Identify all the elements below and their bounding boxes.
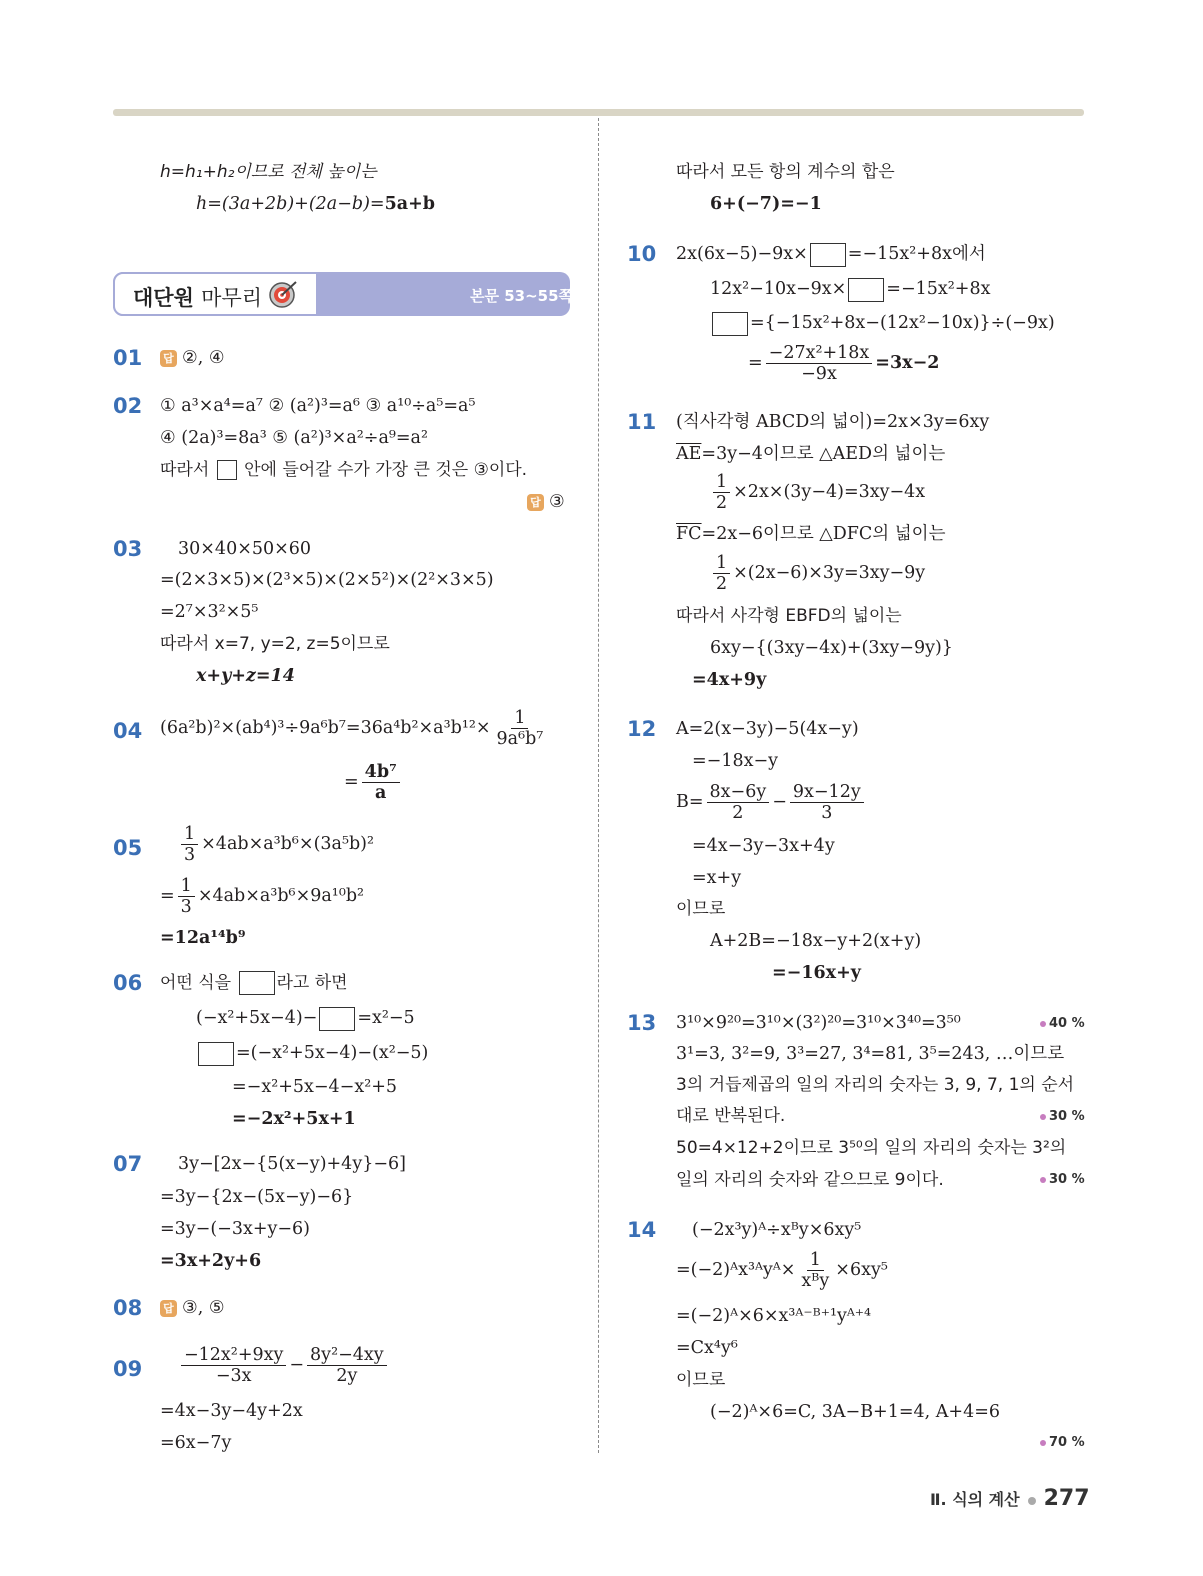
problem-number: 02 xyxy=(113,394,143,418)
solution-line: 일의 자리의 숫자와 같으므로 9이다. xyxy=(676,1170,944,1190)
score-percent: 30 % xyxy=(1040,1172,1085,1187)
solution-line: =3y−(−3x+y−6) xyxy=(160,1219,311,1239)
solution-line: =3x+2y+6 xyxy=(160,1251,262,1271)
solution-line: 12x²−10x−9x× =−15x²+8x xyxy=(710,277,990,302)
problem-number: 08 xyxy=(113,1296,143,1320)
blank-box xyxy=(712,312,748,336)
problem-number: 07 xyxy=(113,1152,143,1176)
solution-line: =(−2)ᴬ×6×x³ᴬ⁻ᴮ⁺¹yᴬ⁺⁴ xyxy=(676,1306,872,1326)
problem-number: 03 xyxy=(113,537,143,561)
answer-badge: 답 xyxy=(527,494,544,511)
fraction: $\frac{1}{2}$ xyxy=(713,553,730,594)
blank-box xyxy=(217,460,237,480)
fraction: $\frac{1}{\text{9a⁶b⁷}}$ xyxy=(496,708,544,749)
solution-line: =−18x−y xyxy=(692,751,779,771)
solution-line: =−x²+5x−4−x²+5 xyxy=(232,1077,398,1097)
solution-line: $\frac{\text{−12x²+9xy}}{-3x}$ − $\frac{\text{8y²−4xy}}{2y}$ xyxy=(178,1345,390,1386)
solution-line: =−16x+y xyxy=(772,963,861,983)
solution-line: =−2x²+5x+1 xyxy=(232,1109,356,1129)
solution-line: 3y−[2x−{5(x−y)+4y}−6] xyxy=(178,1154,406,1174)
fraction: $\frac{1}{\text{xᴮy}}$ xyxy=(801,1250,830,1291)
solution-line: 대로 반복된다. xyxy=(676,1106,786,1126)
solution-line: 2x(6x−5)−9x× =−15x²+8x에서 xyxy=(676,242,986,267)
problem-number: 11 xyxy=(627,410,657,434)
problem-number: 06 xyxy=(113,971,143,995)
solution-line: $\frac{1}{2}$ ×(2x−6)×3y=3xy−9y xyxy=(710,553,925,594)
problem-number: 05 xyxy=(113,836,143,860)
solution-line: (−2x³y)ᴬ÷xᴮy×6xy⁵ xyxy=(692,1220,862,1240)
solution-line: (6a²b)²×(ab⁴)³÷9a⁶b⁷=36a⁴b²×a³b¹²× $\frac{1}{\text{9a⁶b⁷}}$ xyxy=(160,708,549,749)
answer-line: 답 ③ xyxy=(527,490,565,514)
solution-line: 3의 거듭제곱의 일의 자리의 숫자는 3, 9, 7, 1의 순서 xyxy=(676,1075,1075,1095)
score-percent: 70 % xyxy=(1040,1435,1085,1450)
solution-line: 6+(−7)=−1 xyxy=(710,194,822,214)
target-icon xyxy=(268,279,298,309)
solution-line: 따라서 x=7, y=2, z=5이므로 xyxy=(160,634,390,654)
solution-line: 따라서 모든 항의 계수의 합은 xyxy=(676,162,895,182)
top-rule xyxy=(113,109,1084,116)
answer-badge: 답 xyxy=(160,350,177,367)
section-pages: 본문 53~55쪽 xyxy=(470,287,574,305)
section-title: 대단원 마무리 xyxy=(133,286,263,310)
solution-line: =(2×3×5)×(2³×5)×(2×5²)×(2²×3×5) xyxy=(160,570,494,590)
answer-line: 답 ②, ④ xyxy=(160,346,225,370)
answer-line: 답 ③, ⑤ xyxy=(160,1296,225,1320)
fraction: $\frac{\text{−27x²+18x}}{-9x}$ xyxy=(766,343,873,384)
solution-line: =4x+9y xyxy=(692,670,767,690)
fraction: $\frac{1}{3}$ xyxy=(178,876,195,917)
fraction: $\frac{\text{−12x²+9xy}}{-3x}$ xyxy=(181,1345,286,1386)
solution-line: = $\frac{\text{−27x²+18x}}{-9x}$ =3x−2 xyxy=(748,343,940,384)
problem-number: 09 xyxy=(113,1357,143,1381)
problem-number: 12 xyxy=(627,717,657,741)
solution-line: 따라서 안에 들어갈 수가 가장 큰 것은 ③이다. xyxy=(160,460,528,480)
solution-line: B= $\frac{8x-6y}{2}$ − $\frac{9x-12y}{3}$ xyxy=(676,782,867,823)
solution-line: 이므로 xyxy=(676,1370,726,1390)
solution-line: (−2)ᴬ×6=C, 3A−B+1=4, A+4=6 xyxy=(710,1402,1001,1422)
solution-line: =(−x²+5x−4)−(x²−5) xyxy=(196,1041,428,1066)
solution-line: A=2(x−3y)−5(4x−y) xyxy=(676,719,859,739)
blank-box xyxy=(848,278,884,302)
column-divider xyxy=(598,118,599,1453)
solution-line: $\overline{AE}=3y-4$이므로 △AED의 넓이는 xyxy=(676,444,946,464)
solution-line: $\overline{FC}=2x-6$이므로 △DFC의 넓이는 xyxy=(676,524,946,544)
solution-line: (직사각형 ABCD의 넓이)=2x×3y=6xy xyxy=(676,412,990,432)
blank-box xyxy=(239,971,275,995)
fraction: $\frac{1}{3}$ xyxy=(181,824,198,865)
intro-line-1: h=h₁+h₂이므로 전체 높이는 xyxy=(160,162,377,182)
solution-line: =4x−3y−3x+4y xyxy=(692,836,835,856)
solution-line: $\frac{1}{2}$ ×2x×(3y−4)=3xy−4x xyxy=(710,472,925,513)
solution-line: (−x²+5x−4)− =x²−5 xyxy=(196,1006,415,1031)
solution-line: ④ (2a)³=8a³ ⑤ (a²)³×a²÷a⁹=a² xyxy=(160,428,429,448)
score-percent: 40 % xyxy=(1040,1016,1085,1031)
solution-line: =4x−3y−4y+2x xyxy=(160,1401,303,1421)
solution-line: =x+y xyxy=(692,868,742,888)
solution-line: 3¹⁰×9²⁰=3¹⁰×(3²)²⁰=3¹⁰×3⁴⁰=3⁵⁰ xyxy=(676,1013,961,1033)
fraction: $\frac{1}{2}$ xyxy=(713,472,730,513)
blank-box xyxy=(810,243,846,267)
chapter-label: Ⅱ. 식의 계산 xyxy=(930,1490,1020,1509)
score-percent: 30 % xyxy=(1040,1109,1085,1124)
footer-dot xyxy=(1028,1497,1036,1505)
solution-line: = $\frac{\text{4b⁷}}{a}$ xyxy=(344,762,403,803)
solution-line: 이므로 xyxy=(676,899,726,919)
blank-box xyxy=(198,1042,234,1066)
solution-line: ① a³×a⁴=a⁷ ② (a²)³=a⁶ ③ a¹⁰÷a⁵=a⁵ xyxy=(160,396,476,416)
solution-line: =(−2)ᴬx³ᴬyᴬ× $\frac{1}{\text{xᴮy}}$ ×6xy⁵ xyxy=(676,1250,888,1291)
page-footer xyxy=(930,1486,1090,1511)
solution-line: =2⁷×3²×5⁵ xyxy=(160,602,259,622)
problem-number: 13 xyxy=(627,1011,657,1035)
fraction: $\frac{9x-12y}{3}$ xyxy=(790,782,864,823)
answer-badge: 답 xyxy=(160,1300,177,1317)
solution-line: x+y+z=14 xyxy=(196,666,295,686)
solution-line: 3¹=3, 3²=9, 3³=27, 3⁴=81, 3⁵=243, …이므로 xyxy=(676,1044,1065,1064)
solution-line: = $\frac{1}{3}$ ×4ab×a³b⁶×9a¹⁰b² xyxy=(160,876,365,917)
solution-line: =Cx⁴y⁶ xyxy=(676,1338,738,1358)
fraction: $\frac{\text{8y²−4xy}}{2y}$ xyxy=(307,1345,387,1386)
problem-number: 04 xyxy=(113,719,143,743)
problem-number: 10 xyxy=(627,242,657,266)
solution-line: 6xy−{(3xy−4x)+(3xy−9y)} xyxy=(710,638,953,658)
solution-line: 50=4×12+2이므로 3⁵⁰의 일의 자리의 숫자는 3²의 xyxy=(676,1138,1067,1158)
solution-line: ={−15x²+8x−(12x²−10x)}÷(−9x) xyxy=(710,311,1055,336)
solution-line: 30×40×50×60 xyxy=(178,539,312,559)
solution-line: =12a¹⁴b⁹ xyxy=(160,928,246,948)
fraction: $\frac{\text{4b⁷}}{a}$ xyxy=(362,762,400,803)
blank-box xyxy=(319,1007,355,1031)
solution-line: 어떤 식을 라고 하면 xyxy=(160,973,348,993)
problem-number: 14 xyxy=(627,1218,657,1242)
intro-line-2: h=(3a+2b)+(2a−b)=5a+b xyxy=(196,194,435,214)
page-number: 277 xyxy=(1043,1486,1090,1511)
fraction: $\frac{8x-6y}{2}$ xyxy=(707,782,770,823)
solution-line: =6x−7y xyxy=(160,1433,232,1453)
problem-number: 01 xyxy=(113,346,143,370)
solution-line: 따라서 사각형 EBFD의 넓이는 xyxy=(676,606,902,626)
solution-line: A+2B=−18x−y+2(x+y) xyxy=(710,931,922,951)
solution-line: =3y−{2x−(5x−y)−6} xyxy=(160,1187,354,1207)
solution-line: $\frac{1}{3}$ ×4ab×a³b⁶×(3a⁵b)² xyxy=(178,824,374,865)
